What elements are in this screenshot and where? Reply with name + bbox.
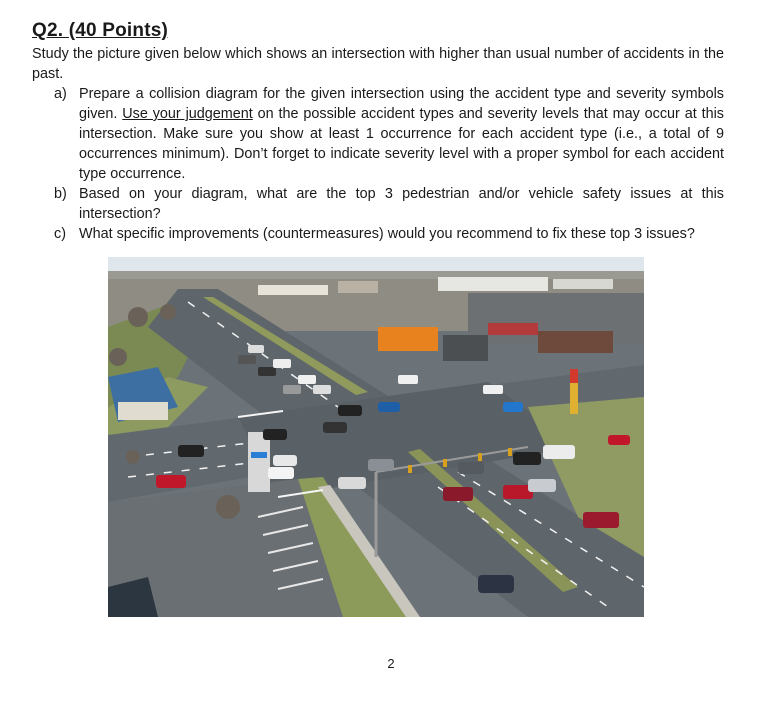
- item-c-text: What specific improvements (countermeasures) would you recommend to fix these top 3 issues?: [79, 226, 695, 242]
- item-c-marker: c): [54, 226, 66, 242]
- item-b: [32, 184, 724, 224]
- item-c: [32, 224, 724, 244]
- business-sign: [248, 432, 270, 492]
- intersection-photo: [108, 257, 644, 617]
- sky: [108, 257, 644, 271]
- orange-building: [378, 327, 438, 351]
- background-store: [438, 277, 548, 291]
- item-a-underlined: Use your judgement: [122, 106, 253, 122]
- item-a: [32, 84, 724, 184]
- item-a-text-before: Prepare a collision diagram for the given intersection using the accident type and severity symbols given.: [79, 86, 724, 122]
- intersection-illustration: [108, 257, 644, 617]
- item-b-text: Based on your diagram, what are the top 3 pedestrian and/or vehicle safety issues at this intersection?: [79, 186, 724, 222]
- page-number: 2: [387, 656, 395, 671]
- item-a-marker: a): [54, 86, 67, 102]
- question-title: Q2. (40 Points): [32, 20, 169, 41]
- question-intro: Study the picture given below which shows an intersection with higher than usual number of accidents in the past.: [32, 46, 724, 82]
- question-items: [32, 84, 724, 244]
- item-a-text-after: on the possible accident types and severity levels that may occur at this intersection. Make sure you show at least 1 occurrence for each accident type (i.e., a total of 9 occurrences minimum). Don’t forget to indicate severity level with a proper symbol for each accident type occurrence.: [79, 106, 724, 182]
- item-b-marker: b): [54, 186, 67, 202]
- gray-building: [443, 335, 488, 361]
